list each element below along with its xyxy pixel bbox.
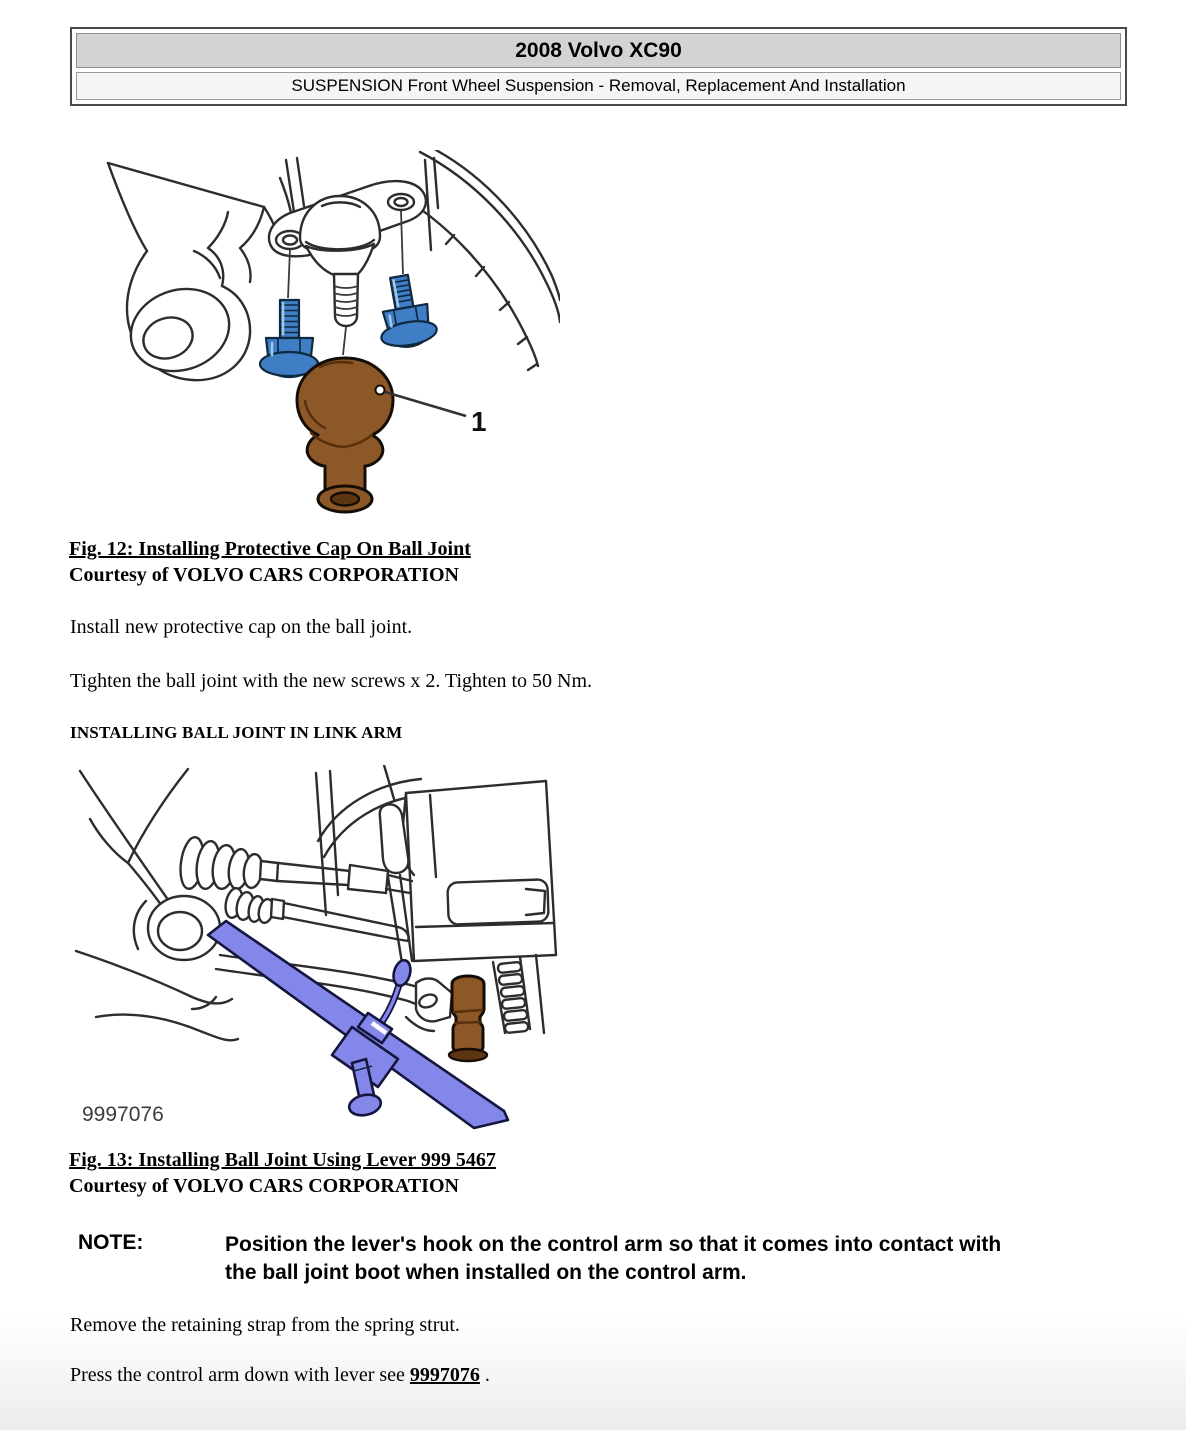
note-label: NOTE: (78, 1231, 144, 1254)
ball-joint-boot (406, 976, 487, 1061)
lever-hook (391, 958, 413, 987)
fig13-caption-courtesy: Courtesy of VOLVO CARS CORPORATION (69, 1175, 459, 1197)
paragraph-tighten: Tighten the ball joint with the new screws x 2. Tighten to 50 Nm. (70, 670, 593, 692)
paragraph-install-cap: Install new protective cap on the ball joint. (70, 616, 413, 638)
note-text-line1: Position the lever's hook on the control arm so that it comes into contact with (225, 1233, 1002, 1256)
callout-1-label: 1 (471, 406, 487, 437)
fig12-caption-courtesy: Courtesy of VOLVO CARS CORPORATION (69, 564, 459, 586)
fig13-illustration-lever (68, 765, 560, 1140)
fig12-illustration-ball-joint-cap (68, 150, 560, 530)
paragraph-remove-strap: Remove the retaining strap from the spring strut. (70, 1314, 460, 1336)
fig12-caption (69, 536, 471, 588)
article-title: SUSPENSION Front Wheel Suspension - Removal, Replacement And Installation (76, 72, 1121, 100)
fig13-caption-title: Fig. 13: Installing Ball Joint Using Lever 999 5467 (69, 1149, 496, 1171)
note-text-line2: the ball joint boot when installed on the control arm. (225, 1261, 747, 1284)
section-heading: INSTALLING BALL JOINT IN LINK ARM (70, 723, 403, 742)
tool-number-link[interactable]: 9997076 (409, 1364, 480, 1386)
fig12-caption-title: Fig. 12: Installing Protective Cap On Ball Joint (69, 538, 471, 560)
protective-cap (297, 358, 393, 512)
paragraph-press-arm-suffix: . (479, 1364, 490, 1386)
paragraph-press-arm (70, 1364, 490, 1387)
screw-right (371, 272, 438, 352)
fig13-caption (69, 1147, 496, 1199)
paragraph-press-arm-prefix: Press the control arm down with lever see (70, 1364, 410, 1386)
screw-left (260, 300, 318, 377)
fig13-tool-number: 9997076 (82, 1103, 164, 1126)
page-header (70, 27, 1127, 106)
vehicle-title: 2008 Volvo XC90 (76, 33, 1121, 68)
note-text (225, 1231, 1001, 1287)
